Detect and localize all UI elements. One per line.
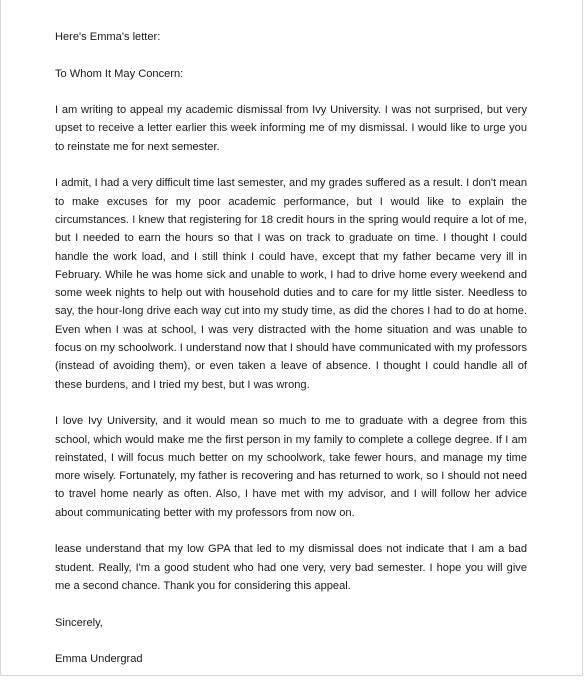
- letter-salutation: To Whom It May Concern:: [55, 67, 184, 80]
- letter-paragraph-3: I love Ivy University, and it would mean so much to me to graduate with a degree from this school, which would make me the first person in my family to complete a college degree. If I am reinstated, I will focus much better on my schoolwork, take fewer hours, and manage my time more wisely. Fortunately, my father is recovering and has returned to work, so I should not need to travel home nearly as often. Also, I have met with my advisor, and I will follow her advice about communicating better with my professors from now on.: [55, 415, 527, 519]
- letter-body: [55, 28, 527, 687]
- letter-paragraph-1: I am writing to appeal my academic dismissal from Ivy University. I was not surprised, but very upset to receive a letter earlier this week informing me of my dismissal. I would like to urge you to reinstate me for next semester.: [55, 104, 527, 153]
- letter-paragraph-2: I admit, I had a very difficult time last semester, and my grades suffered as a result. I don't mean to make excuses for my poor academic performance, but I would like to explain the circumstances. I knew that registering for 18 credit hours in the spring would require a lot of me, but I needed to earn the hours so that I was on track to graduate on time. I thought I could handle the work load, and I still think I could have, except that my father became very ill in February. While he was home sick and unable to work, I had to drive home every weekend and some week nights to help out with household duties and to care for my little sister. Needless to say, the hour-long drive each way cut into my study time, as did the chores I had to do at home. Even when I was at school, I was very distracted with the home situation and was unable to focus on my schoolwork. I understand now that I should have communicated with my professors (instead of avoiding them), or even taken a leave of absence. I thought I could handle all of these burdens, and I tried my best, but I was wrong.: [55, 177, 527, 391]
- letter-intro: Here's Emma's letter:: [55, 31, 161, 43]
- letter-paragraph-4: lease understand that my low GPA that led to my dismissal does not indicate that I am a bad student. Really, I'm a good student who had one very, very bad semester. I hope you will give me a second chance. Thank you for considering this appeal.: [55, 543, 527, 592]
- letter-closing: Sincerely,: [55, 616, 103, 629]
- letter-signature: Emma Undergrad: [55, 653, 143, 666]
